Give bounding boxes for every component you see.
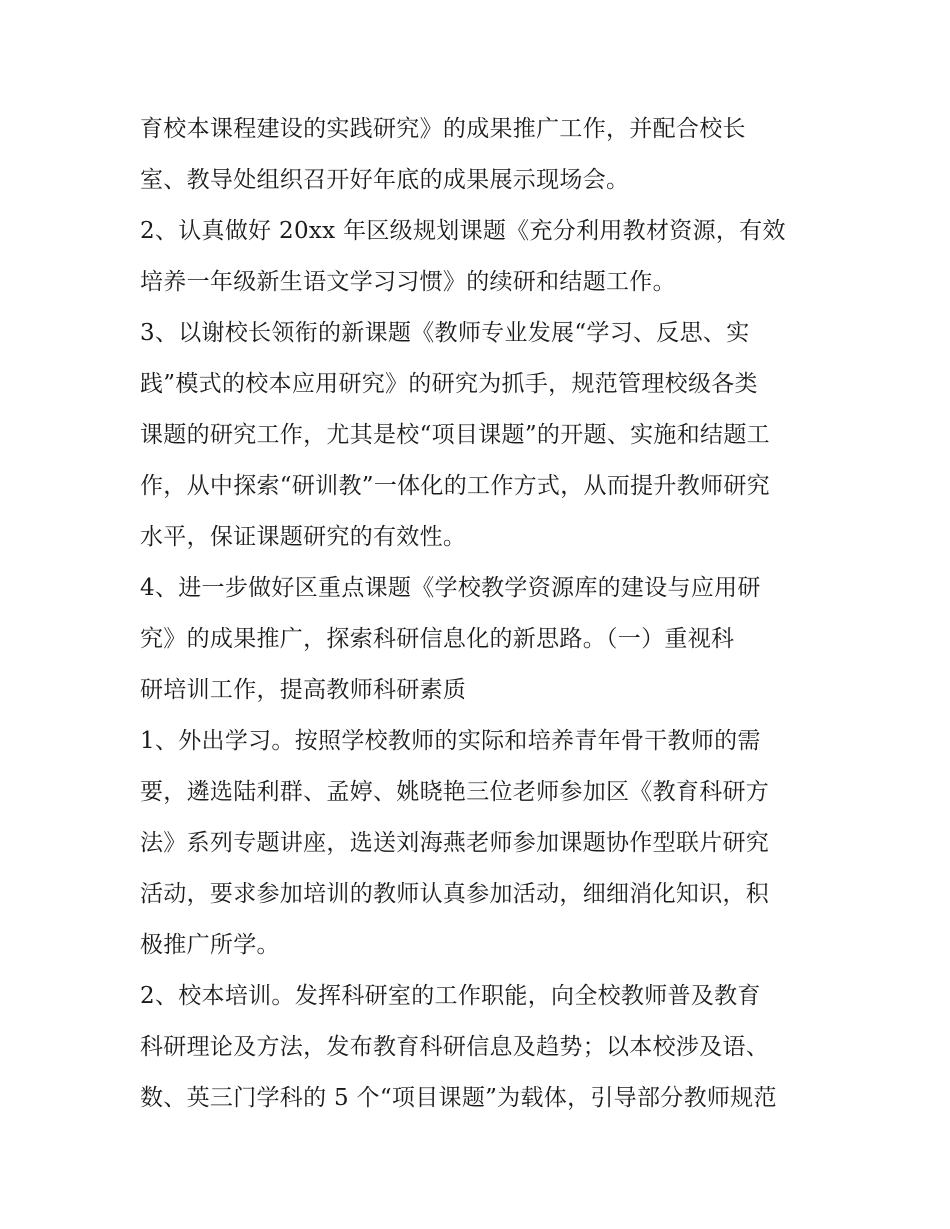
text-line: 活动，要求参加培训的教师认真参加活动，细细消化知识，积 <box>140 881 770 907</box>
text-line: 研培训工作，提高教师科研素质 <box>140 677 467 703</box>
text-line: 究》的成果推广，探索科研信息化的新思路。（一）重视科 <box>140 626 735 652</box>
text-line: 室、教导处组织召开好年底的成果展示现场会。 <box>140 167 630 193</box>
text-line: 法》系列专题讲座，选送刘海燕老师参加课题协作型联片研究 <box>140 830 770 856</box>
text-line: 要，遴选陆利群、孟婷、姚晓艳三位老师参加区《教育科研方 <box>140 779 770 805</box>
text-line: 3、以谢校长领衔的新课题《教师专业发展“学习、反思、实 <box>140 320 750 346</box>
document-body <box>140 104 830 1124</box>
text-line: 践”模式的校本应用研究》的研究为抓手，规范管理校级各类 <box>140 371 758 397</box>
text-line: 4、进一步做好区重点课题《学校教学资源库的建设与应用研 <box>140 575 761 601</box>
text-line: 2、认真做好 20xx 年区级规划课题《充分利用教材资源，有效 <box>140 218 786 244</box>
text-line: 作，从中探索“研训教”一体化的工作方式，从而提升教师研究 <box>140 473 770 499</box>
text-line: 1、外出学习。按照学校教师的实际和培养青年骨干教师的需 <box>140 728 761 754</box>
text-line: 课题的研究工作，尤其是校“项目课题”的开题、实施和结题工 <box>140 422 770 448</box>
text-line: 极推广所学。 <box>140 932 280 958</box>
text-line: 培养一年级新生语文学习习惯》的续研和结题工作。 <box>140 269 676 295</box>
text-line: 科研理论及方法，发布教育科研信息及趋势；以本校涉及语、 <box>140 1034 770 1060</box>
text-line: 数、英三门学科的 5 个“项目课题”为载体，引导部分教师规范 <box>140 1085 777 1111</box>
text-line: 2、校本培训。发挥科研室的工作职能，向全校教师普及教育 <box>140 983 761 1009</box>
text-line: 水平，保证课题研究的有效性。 <box>140 524 467 550</box>
text-line: 育校本课程建设的实践研究》的成果推广工作，并配合校长 <box>140 116 746 142</box>
